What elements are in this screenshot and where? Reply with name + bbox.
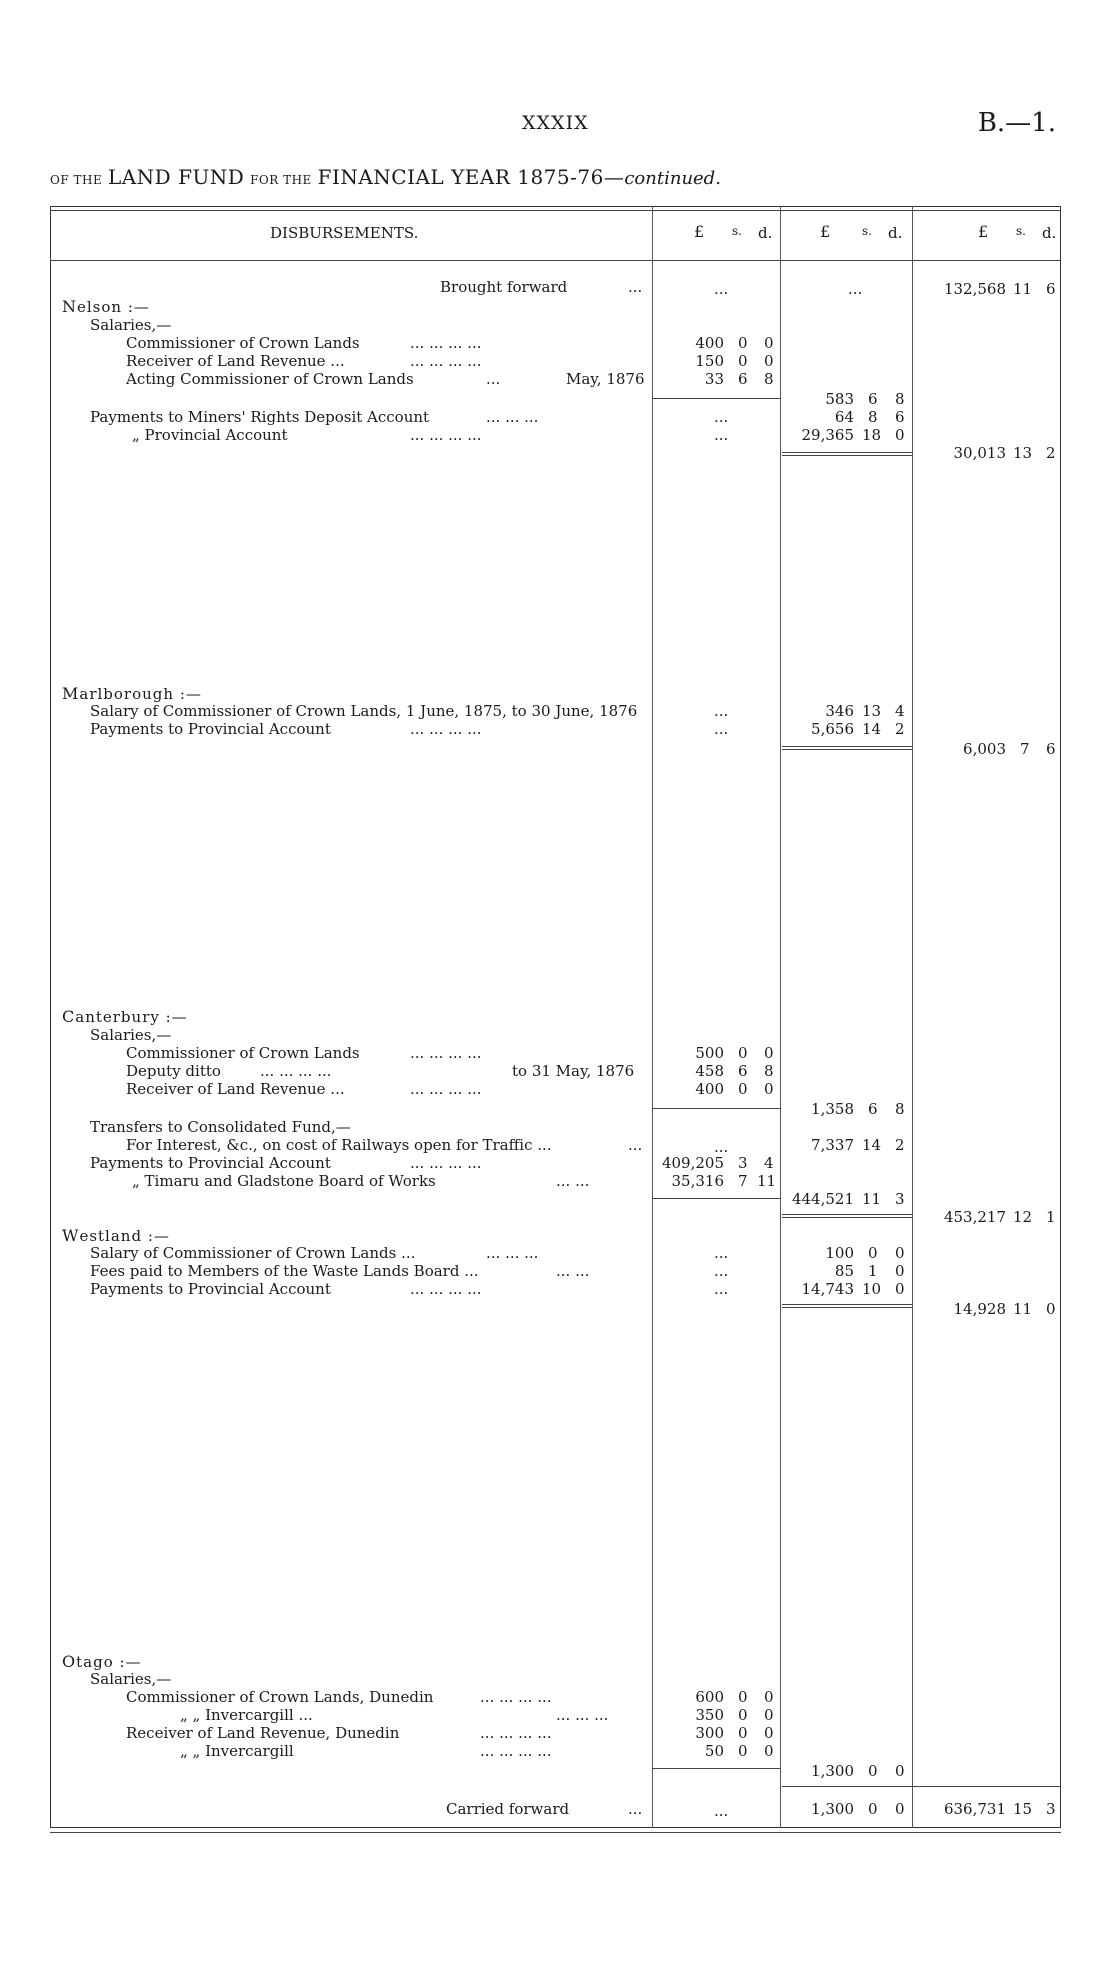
westland-item-col1-0: ... — [714, 1244, 729, 1262]
nelson-salary-shillings-0: 0 — [738, 334, 748, 352]
westland-item-shillings-1: 1 — [868, 1262, 878, 1280]
nelson-payment-col1-1: ... — [714, 426, 729, 444]
nelson-payment-label-0: Payments to Miners' Rights Deposit Account — [90, 408, 430, 426]
brought-forward-pounds: 132,568 — [943, 280, 1006, 298]
nelson-total-rule-1 — [782, 452, 912, 453]
nelson-payment-pounds-0: 64 — [834, 408, 854, 426]
carried-forward-col2-pounds: 1,300 — [811, 1800, 854, 1818]
nelson-salary-label-2: Acting Commissioner of Crown Lands — [126, 370, 414, 388]
marlborough-item-shillings-0: 13 — [862, 702, 882, 720]
otago-salary-subtotal-rule — [652, 1768, 780, 1769]
canterbury-payments-total-pounds: 444,521 — [791, 1190, 854, 1208]
otago-salaries-total-pence: 0 — [895, 1762, 905, 1780]
marlborough-total-pence: 6 — [1046, 740, 1056, 758]
nelson-salary-note-2: May, 1876 — [566, 370, 645, 388]
column-header-shillings-1: s. — [732, 224, 742, 238]
canterbury-payments-total-shillings: 11 — [862, 1190, 882, 1208]
heading-prefix: OF THE — [50, 173, 103, 187]
westland-item-shillings-0: 0 — [868, 1244, 878, 1262]
nelson-salaries-total-pence: 8 — [895, 390, 905, 408]
table-bottom-rule — [50, 1832, 1061, 1833]
brought-forward-label: Brought forward — [440, 278, 568, 296]
otago-salary-shillings-2: 0 — [738, 1724, 748, 1742]
brought-forward-dots: ... — [628, 278, 643, 296]
canterbury-payments-total-pence: 3 — [895, 1190, 905, 1208]
otago-salaries-label: Salaries,— — [90, 1670, 172, 1688]
marlborough-total-shillings: 7 — [1020, 740, 1030, 758]
marlborough-item-shillings-1: 14 — [862, 720, 882, 738]
nelson-payment-shillings-0: 8 — [868, 408, 878, 426]
nelson-salary-pounds-0: 400 — [695, 334, 724, 352]
nelson-salary-dots-2: ... — [486, 370, 501, 388]
nelson-salary-dots-0: ... ... ... ... — [410, 334, 482, 352]
canterbury-payment-pence-0: 4 — [764, 1154, 774, 1172]
page-heading — [50, 165, 721, 189]
col-divider-2 — [780, 206, 781, 1828]
westland-total-shillings: 11 — [1013, 1300, 1033, 1318]
canterbury-total-rule-2 — [782, 1217, 912, 1218]
carried-forward-col3-shillings: 15 — [1013, 1800, 1033, 1818]
westland-item-label-2: Payments to Provincial Account — [90, 1280, 331, 1298]
column-header-pounds-1: £ — [694, 222, 705, 241]
carried-forward-col3-pence: 3 — [1046, 1800, 1056, 1818]
carried-forward-col3-pounds: 636,731 — [943, 1800, 1006, 1818]
brought-forward-shillings: 11 — [1013, 280, 1033, 298]
otago-salary-pence-1: 0 — [764, 1706, 774, 1724]
document-reference: B.—1. — [977, 108, 1056, 138]
canterbury-salary-shillings-0: 0 — [738, 1044, 748, 1062]
westland-item-label-0: Salary of Commissioner of Crown Lands ... — [90, 1244, 416, 1262]
otago-salary-pounds-2: 300 — [695, 1724, 724, 1742]
otago-salary-pence-0: 0 — [764, 1688, 774, 1706]
westland-item-col1-1: ... — [714, 1262, 729, 1280]
marlborough-item-pounds-1: 5,656 — [811, 720, 854, 738]
westland-item-pounds-2: 14,743 — [801, 1280, 854, 1298]
canterbury-payment-pence-1: 11 — [757, 1172, 777, 1190]
canterbury-salaries-total-pence: 8 — [895, 1100, 905, 1118]
section-title-nelson: Nelson :— — [62, 297, 150, 316]
canterbury-salary-label-2: Receiver of Land Revenue ... — [126, 1080, 345, 1098]
nelson-total-shillings: 13 — [1013, 444, 1033, 462]
column-header-shillings-2: s. — [862, 224, 872, 238]
canterbury-payment-pounds-1: 35,316 — [671, 1172, 724, 1190]
marlborough-item-dots-1: ... ... ... ... — [410, 720, 482, 738]
nelson-salary-shillings-1: 0 — [738, 352, 748, 370]
column-header-pounds-2: £ — [820, 222, 831, 241]
westland-item-pence-2: 0 — [895, 1280, 905, 1298]
westland-item-pounds-0: 100 — [825, 1244, 854, 1262]
westland-item-pence-1: 0 — [895, 1262, 905, 1280]
westland-item-label-1: Fees paid to Members of the Waste Lands Board ... — [90, 1262, 479, 1280]
marlborough-item-pence-0: 4 — [895, 702, 905, 720]
otago-salaries-total-shillings: 0 — [868, 1762, 878, 1780]
carried-forward-col2-pence: 0 — [895, 1800, 905, 1818]
westland-item-shillings-2: 10 — [862, 1280, 882, 1298]
canterbury-transfers-item-dots: ... — [628, 1136, 643, 1154]
westland-item-col1-2: ... — [714, 1280, 729, 1298]
canterbury-transfers-pounds: 7,337 — [811, 1136, 854, 1154]
westland-total-rule-1 — [782, 1304, 912, 1305]
nelson-salary-pence-2: 8 — [764, 370, 774, 388]
marlborough-item-label-0: Salary of Commissioner of Crown Lands, 1 June, 1875, to 30 June, 1876 — [90, 702, 638, 720]
column-header-disbursements: DISBURSEMENTS. — [270, 224, 419, 242]
column-header-shillings-3: s. — [1016, 224, 1026, 238]
col-divider-1 — [652, 206, 653, 1828]
carried-forward-dots: ... — [628, 1800, 643, 1818]
nelson-payment-col1-0: ... — [714, 408, 729, 426]
canterbury-payments-subtotal-rule — [652, 1198, 780, 1199]
brought-forward-col1: ... — [714, 280, 729, 298]
canterbury-salary-pence-2: 0 — [764, 1080, 774, 1098]
canterbury-salary-label-1: Deputy ditto — [126, 1062, 221, 1080]
canterbury-salary-dots-0: ... ... ... ... — [410, 1044, 482, 1062]
nelson-salary-pounds-2: 33 — [704, 370, 724, 388]
otago-salary-label-0: Commissioner of Crown Lands, Dunedin — [126, 1688, 434, 1706]
section-title-marlborough: Marlborough :— — [62, 684, 202, 703]
canterbury-transfers-item-label: For Interest, &c., on cost of Railways open for Traffic ... — [126, 1136, 552, 1154]
otago-salary-pounds-1: 350 — [695, 1706, 724, 1724]
otago-salary-dots-2: ... ... ... ... — [480, 1724, 552, 1742]
otago-salary-shillings-1: 0 — [738, 1706, 748, 1724]
nelson-payment-pounds-1: 29,365 — [801, 426, 854, 444]
canterbury-salaries-total-shillings: 6 — [868, 1100, 878, 1118]
carried-forward-rule — [782, 1786, 1061, 1787]
otago-salaries-total-pounds: 1,300 — [811, 1762, 854, 1780]
nelson-salary-pence-0: 0 — [764, 334, 774, 352]
carried-forward-col1: ... — [714, 1802, 729, 1820]
otago-salary-shillings-0: 0 — [738, 1688, 748, 1706]
nelson-total-pounds: 30,013 — [953, 444, 1006, 462]
canterbury-transfers-label: Transfers to Consolidated Fund,— — [90, 1118, 351, 1136]
canterbury-salary-label-0: Commissioner of Crown Lands — [126, 1044, 360, 1062]
canterbury-transfers-item-col1: ... — [714, 1138, 729, 1156]
canterbury-salary-pence-1: 8 — [764, 1062, 774, 1080]
col-divider-3 — [912, 206, 913, 1828]
canterbury-salary-shillings-1: 6 — [738, 1062, 748, 1080]
canterbury-total-rule-1 — [782, 1214, 912, 1215]
marlborough-item-pounds-0: 346 — [825, 702, 854, 720]
section-title-otago: Otago :— — [62, 1652, 142, 1671]
westland-item-pounds-1: 85 — [834, 1262, 854, 1280]
canterbury-salary-note-1: to 31 May, 1876 — [512, 1062, 635, 1080]
otago-salary-pence-3: 0 — [764, 1742, 774, 1760]
nelson-payment-dots-1: ... ... ... ... — [410, 426, 482, 444]
westland-item-dots-0: ... ... ... — [486, 1244, 539, 1262]
otago-salary-label-3: „ „ Invercargill — [180, 1742, 294, 1760]
otago-salary-label-2: Receiver of Land Revenue, Dunedin — [126, 1724, 400, 1742]
canterbury-salary-shillings-2: 0 — [738, 1080, 748, 1098]
heading-main: LAND FUND — [107, 165, 245, 189]
canterbury-payment-dots-1: ... ... — [556, 1172, 590, 1190]
column-header-pence-3: d. — [1042, 224, 1057, 242]
nelson-salaries-label: Salaries,— — [90, 316, 172, 334]
marlborough-item-col1-0: ... — [714, 702, 729, 720]
nelson-salary-dots-1: ... ... ... ... — [410, 352, 482, 370]
otago-salary-pounds-0: 600 — [695, 1688, 724, 1706]
nelson-total-pence: 2 — [1046, 444, 1056, 462]
section-title-westland: Westland :— — [62, 1226, 170, 1245]
nelson-payment-label-1: „ Provincial Account — [132, 426, 288, 444]
westland-item-pence-0: 0 — [895, 1244, 905, 1262]
canterbury-salary-pounds-2: 400 — [695, 1080, 724, 1098]
nelson-salary-label-1: Receiver of Land Revenue ... — [126, 352, 345, 370]
westland-item-dots-1: ... ... — [556, 1262, 590, 1280]
table-frame — [50, 206, 1061, 1828]
canterbury-payment-shillings-1: 7 — [738, 1172, 748, 1190]
column-header-pence-2: d. — [888, 224, 903, 242]
brought-forward-pence: 6 — [1046, 280, 1056, 298]
canterbury-total-shillings: 12 — [1013, 1208, 1033, 1226]
canterbury-payment-shillings-0: 3 — [738, 1154, 748, 1172]
otago-salary-dots-3: ... ... ... ... — [480, 1742, 552, 1760]
nelson-total-rule-2 — [782, 455, 912, 456]
table-top-rule — [50, 210, 1061, 211]
canterbury-payment-label-0: Payments to Provincial Account — [90, 1154, 331, 1172]
heading-continued: continued. — [624, 168, 721, 189]
canterbury-salaries-label: Salaries,— — [90, 1026, 172, 1044]
westland-total-pence: 0 — [1046, 1300, 1056, 1318]
marlborough-total-rule-2 — [782, 749, 912, 750]
page-number: XXXIX — [522, 112, 589, 134]
canterbury-transfers-shillings: 14 — [862, 1136, 882, 1154]
header-rule — [50, 260, 1061, 261]
otago-salary-label-1: „ „ Invercargill ... — [180, 1706, 313, 1724]
canterbury-payment-dots-0: ... ... ... ... — [410, 1154, 482, 1172]
section-title-canterbury: Canterbury :— — [62, 1007, 188, 1026]
otago-salary-dots-0: ... ... ... ... — [480, 1688, 552, 1706]
carried-forward-col2-shillings: 0 — [868, 1800, 878, 1818]
column-header-pence-1: d. — [758, 224, 773, 242]
canterbury-salary-pounds-1: 458 — [695, 1062, 724, 1080]
otago-salary-shillings-3: 0 — [738, 1742, 748, 1760]
nelson-payment-pence-0: 6 — [895, 408, 905, 426]
nelson-salaries-total-pounds: 583 — [825, 390, 854, 408]
canterbury-salary-pounds-0: 500 — [695, 1044, 724, 1062]
nelson-payment-pence-1: 0 — [895, 426, 905, 444]
nelson-salary-pence-1: 0 — [764, 352, 774, 370]
canterbury-salary-subtotal-rule — [652, 1108, 780, 1109]
westland-item-dots-2: ... ... ... ... — [410, 1280, 482, 1298]
heading-for: FOR THE — [250, 173, 312, 187]
marlborough-item-pence-1: 2 — [895, 720, 905, 738]
nelson-salary-pounds-1: 150 — [695, 352, 724, 370]
canterbury-total-pounds: 453,217 — [943, 1208, 1006, 1226]
canterbury-total-pence: 1 — [1046, 1208, 1056, 1226]
marlborough-item-col1-1: ... — [714, 720, 729, 738]
nelson-payment-shillings-1: 18 — [862, 426, 882, 444]
canterbury-salaries-total-pounds: 1,358 — [811, 1100, 854, 1118]
canterbury-salary-pence-0: 0 — [764, 1044, 774, 1062]
canterbury-payment-pounds-0: 409,205 — [661, 1154, 724, 1172]
marlborough-total-rule-1 — [782, 746, 912, 747]
canterbury-salary-dots-2: ... ... ... ... — [410, 1080, 482, 1098]
carried-forward-label: Carried forward — [446, 1800, 570, 1818]
marlborough-total-pounds: 6,003 — [963, 740, 1006, 758]
heading-year: FINANCIAL YEAR 1875-76— — [317, 165, 625, 189]
canterbury-salary-dots-1: ... ... ... ... — [260, 1062, 332, 1080]
nelson-salary-subtotal-rule — [652, 398, 780, 399]
brought-forward-col2: ... — [848, 280, 863, 298]
nelson-payment-dots-0: ... ... ... — [486, 408, 539, 426]
otago-salary-dots-1: ... ... ... — [556, 1706, 609, 1724]
otago-salary-pence-2: 0 — [764, 1724, 774, 1742]
canterbury-transfers-pence: 2 — [895, 1136, 905, 1154]
otago-salary-pounds-3: 50 — [704, 1742, 724, 1760]
nelson-salary-shillings-2: 6 — [738, 370, 748, 388]
column-header-pounds-3: £ — [978, 222, 989, 241]
nelson-salaries-total-shillings: 6 — [868, 390, 878, 408]
westland-total-pounds: 14,928 — [953, 1300, 1006, 1318]
westland-total-rule-2 — [782, 1307, 912, 1308]
nelson-salary-label-0: Commissioner of Crown Lands — [126, 334, 360, 352]
canterbury-payment-label-1: „ Timaru and Gladstone Board of Works — [132, 1172, 436, 1190]
marlborough-item-label-1: Payments to Provincial Account — [90, 720, 331, 738]
